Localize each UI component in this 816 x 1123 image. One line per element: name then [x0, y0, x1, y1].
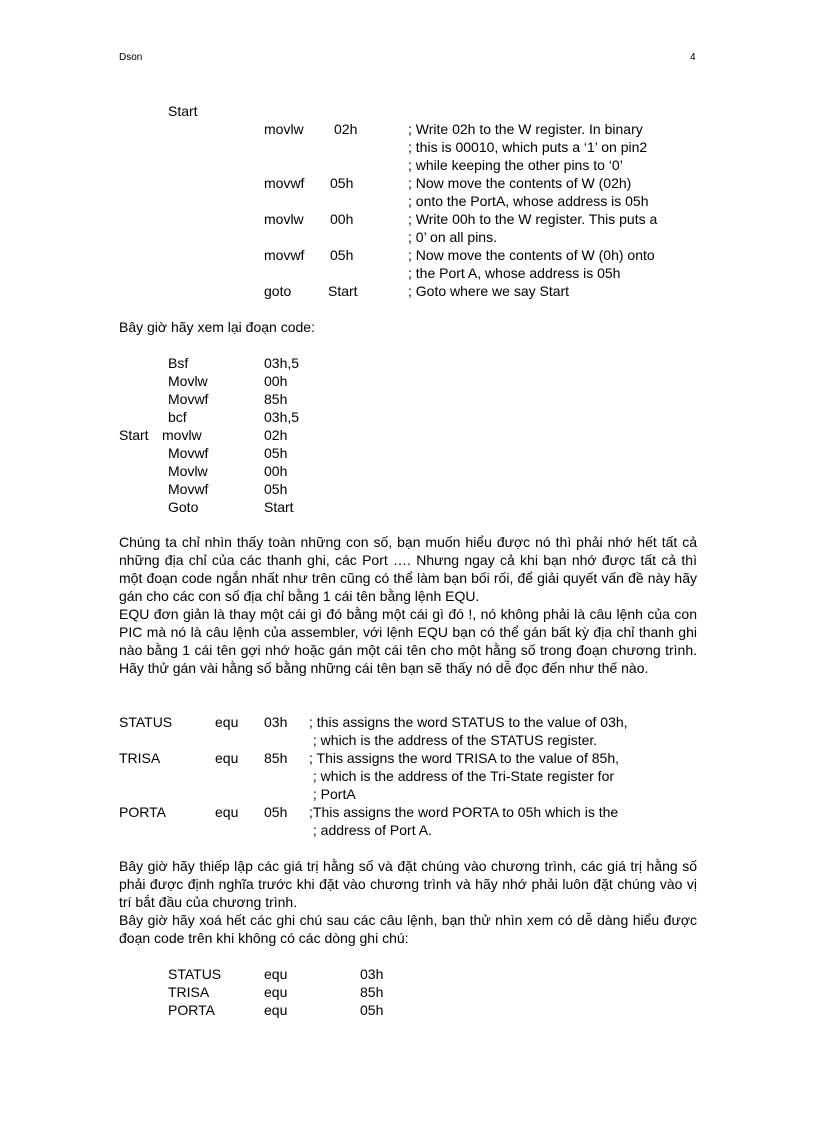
equ-op: equ — [264, 1002, 288, 1018]
code-op: Movwf — [168, 391, 209, 407]
code-arg: 05h — [330, 175, 354, 191]
equ-op: equ — [215, 714, 239, 730]
code-comment: ; Write 02h to the W register. In binary — [408, 121, 643, 137]
code-comment: ; this is 00010, which puts a ‘1’ on pin2 — [408, 139, 648, 155]
code-arg: 00h — [264, 373, 288, 389]
code-op: Movlw — [168, 373, 208, 389]
equ-value: 85h — [264, 750, 288, 766]
code-op: movwf — [264, 175, 305, 191]
code-op: Goto — [168, 499, 199, 515]
code-comment: ; Now move the contents of W (02h) — [408, 175, 632, 191]
code-arg: 03h,5 — [264, 355, 300, 371]
equ-name: TRISA — [119, 750, 161, 766]
code-comment: ; onto the PortA, whose address is 05h — [408, 193, 649, 209]
equ-op: equ — [215, 804, 239, 820]
code-arg: 05h — [264, 481, 288, 497]
code-comment: ; 0’ on all pins. — [408, 229, 497, 245]
code-arg: 05h — [330, 247, 354, 263]
code-op: movlw — [162, 427, 202, 443]
code-comment: ; Write 00h to the W register. This puts a — [408, 211, 658, 227]
paragraph: Bây giờ hãy xoá hết các ghi chú sau các câu lệnh, bạn thử nhìn xem có dễ dàng hiểu được đoạn code trên khi không có các dòng ghi chú: — [119, 912, 697, 946]
equ-comment: ; which is the address of the STATUS register. — [309, 732, 598, 748]
equ-value: 85h — [360, 984, 384, 1000]
equ-value: 03h — [264, 714, 288, 730]
code-arg: 00h — [330, 211, 354, 227]
equ-value: 05h — [264, 804, 288, 820]
code-op: movwf — [264, 247, 305, 263]
equ-comment: ; address of Port A. — [309, 822, 432, 838]
equ-value: 03h — [360, 966, 384, 982]
code-comment: ; Now move the contents of W (0h) onto — [408, 247, 655, 263]
code-arg: 85h — [264, 391, 288, 407]
equ-value: 05h — [360, 1002, 384, 1018]
header-title: Dson — [119, 52, 143, 63]
page-number: 4 — [690, 52, 696, 63]
equ-comment: ; which is the address of the Tri-State register for — [309, 768, 615, 784]
code-arg: 00h — [264, 463, 288, 479]
code-comment: ; Goto where we say Start — [408, 283, 570, 299]
equ-name: PORTA — [119, 804, 166, 820]
code-comment: ; while keeping the other pins to ‘0’ — [408, 157, 623, 173]
paragraph: EQU đơn giản là thay một cái gì đó bằng một cái gì đó !, nó không phải là câu lệnh của con PIC mà nó là câu lệnh của assembler, với lệnh EQU bạn có thể gán bất kỳ địa chỉ thanh ghi nào bằng 1 cái tên gợi nhớ hoặc gán một cái tên cho một hằng số trong đoạn chương trình. Hãy thử gán vài hằng số bằng những cái tên bạn sẽ thấy nó dễ đọc đến như thế nào. — [119, 606, 697, 676]
equ-name: PORTA — [168, 1002, 215, 1018]
code-arg: 05h — [264, 445, 288, 461]
paragraph: Bây giờ hãy thiếp lập các giá trị hằng số và đặt chúng vào chương trình, các giá trị hằng số phải được định nghĩa trước khi đặt vào chương trình và hãy nhớ phải luôn đặt chúng vào vị trí bắt đầu của chương trình. — [119, 858, 697, 910]
code-label-start: Start — [168, 103, 198, 119]
code-op: Bsf — [168, 355, 189, 371]
code-op: Movwf — [168, 445, 209, 461]
code-arg: Start — [264, 499, 294, 515]
equ-op: equ — [264, 966, 288, 982]
equ-name: TRISA — [168, 984, 210, 1000]
code-arg: 02h — [264, 427, 288, 443]
equ-comment: ; PortA — [309, 786, 356, 802]
code-op: Movlw — [168, 463, 208, 479]
equ-comment: ;This assigns the word PORTA to 05h which is the — [309, 804, 619, 820]
code-arg: Start — [328, 283, 358, 299]
code-op: Movwf — [168, 481, 209, 497]
code-arg: 02h — [334, 121, 358, 137]
paragraph: Chúng ta chỉ nhìn thấy toàn những con số, bạn muốn hiểu được nó thì phải nhớ hết tất cả những địa chỉ của các thanh ghi, các Port …. Nhưng ngay cả khi bạn nhớ được tất cả thì một đoạn code ngắn nhất như trên cũng có thể làm bạn bối rối, để giải quyết vấn đề này hãy gán cho các con số địa chỉ bằng 1 cái tên bằng lệnh EQU. — [119, 534, 697, 604]
equ-op: equ — [264, 984, 288, 1000]
equ-name: STATUS — [168, 966, 222, 982]
intro-text: Bây giờ hãy xem lại đoạn code: — [119, 319, 315, 335]
code-comment: ; the Port A, whose address is 05h — [408, 265, 621, 281]
equ-name: STATUS — [119, 714, 173, 730]
code-op: movlw — [264, 121, 304, 137]
code-op: bcf — [168, 409, 187, 425]
code-label-start: Start — [119, 427, 149, 443]
code-op: movlw — [264, 211, 304, 227]
code-arg: 03h,5 — [264, 409, 300, 425]
equ-op: equ — [215, 750, 239, 766]
equ-comment: ; this assigns the word STATUS to the value of 03h, — [309, 714, 628, 730]
equ-comment: ; This assigns the word TRISA to the value of 85h, — [309, 750, 619, 766]
code-op: goto — [264, 283, 292, 299]
